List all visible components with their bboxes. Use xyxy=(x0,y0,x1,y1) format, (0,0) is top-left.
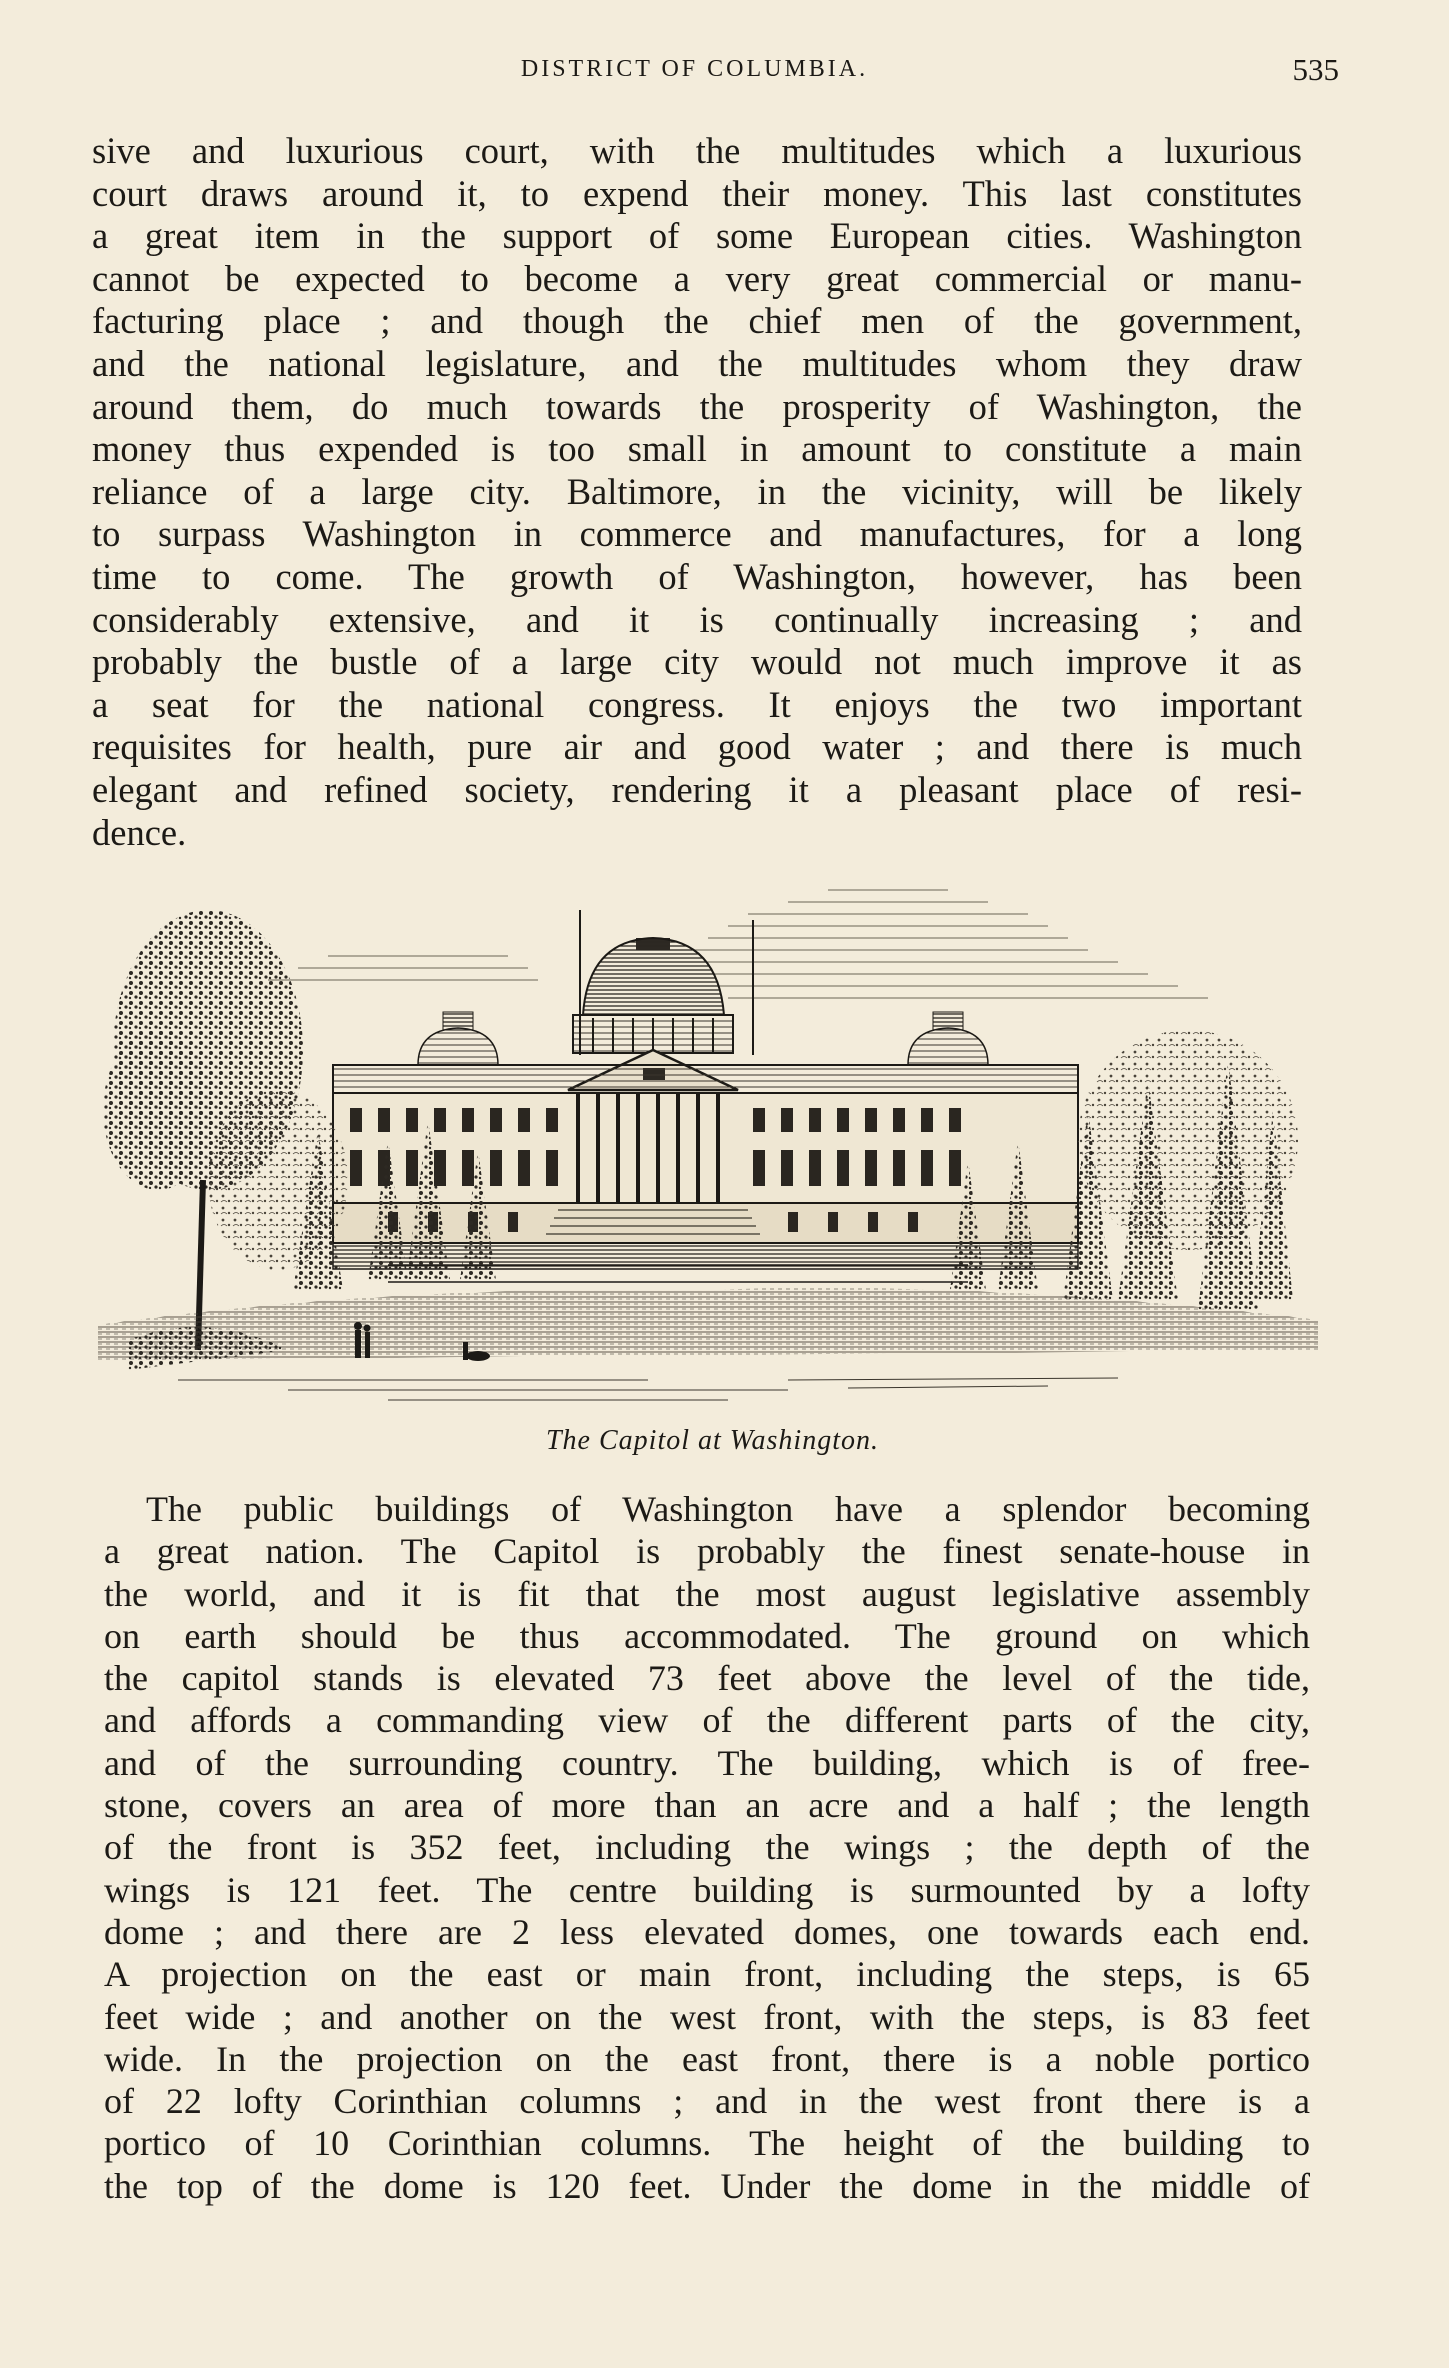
text-line: and affords a commanding view of the different parts of the city, xyxy=(104,1700,1310,1741)
paragraph-intro xyxy=(92,130,1302,854)
text-line: a great nation. The Capitol is probably the finest senate-house in xyxy=(104,1531,1310,1572)
text-line: court draws around it, to expend their money. This last constitutes xyxy=(92,172,1302,214)
text-line: and of the surrounding country. The building, which is of free- xyxy=(104,1742,1310,1783)
text-line: portico of 10 Corinthian columns. The height of the building to xyxy=(104,2123,1310,2164)
text-line: a great item in the support of some European cities. Washington xyxy=(92,215,1302,257)
text-line: cannot be expected to become a very great commercial or manu- xyxy=(92,257,1302,299)
running-title: DISTRICT OF COLUMBIA. xyxy=(520,56,869,82)
paragraph-public-buildings xyxy=(104,1488,1310,2207)
text-line: wide. In the projection on the east front, there is a noble portico xyxy=(104,2038,1310,2079)
text-line: around them, do much towards the prosperity of Washington, the xyxy=(92,385,1302,427)
text-line: requisites for health, pure air and good water ; and there is much xyxy=(92,726,1302,768)
text-line: the top of the dome is 120 feet. Under the dome in the middle of xyxy=(104,2165,1310,2206)
sky-hatching xyxy=(268,890,1208,998)
page-number: 535 xyxy=(1292,52,1339,87)
text-line: to surpass Washington in commerce and manufactures, for a long xyxy=(92,513,1302,555)
text-line: and the national legislature, and the multitudes whom they draw xyxy=(92,342,1302,384)
text-line: probably the bustle of a large city would not much improve it as xyxy=(92,641,1302,683)
text-line: sive and luxurious court, with the multitudes which a luxurious xyxy=(92,130,1302,171)
text-line: A projection on the east or main front, including the steps, is 65 xyxy=(104,1954,1310,1995)
text-line: stone, covers an area of more than an acre and a half ; the length xyxy=(104,1785,1310,1826)
lawn xyxy=(98,1288,1318,1400)
text-line: considerably extensive, and it is continually increasing ; and xyxy=(92,598,1302,640)
running-head xyxy=(90,52,1339,92)
text-line: reliance of a large city. Baltimore, in the vicinity, will be likely xyxy=(92,470,1302,512)
text-line: time to come. The growth of Washington, however, has been xyxy=(92,555,1302,597)
text-line: of 22 lofty Corinthian columns ; and in the west front there is a xyxy=(104,2081,1310,2122)
text-line: on earth should be thus accommodated. The ground on which xyxy=(104,1615,1310,1656)
text-line: the world, and it is fit that the most august legislative assembly xyxy=(104,1573,1310,1614)
capitol-engraving xyxy=(88,880,1318,1420)
text-line: elegant and refined society, rendering it a pleasant place of resi- xyxy=(92,768,1302,810)
central-dome xyxy=(573,938,733,1053)
text-line: The public buildings of Washington have a splendor becoming xyxy=(146,1489,1310,1529)
text-line: the capitol stands is elevated 73 feet above the level of the tide, xyxy=(104,1658,1310,1699)
text-line: wings is 121 feet. The centre building is surmounted by a lofty xyxy=(104,1869,1310,1910)
text-line: a seat for the national congress. It enjoys the two important xyxy=(92,683,1302,725)
text-line: feet wide ; and another on the west front, with the steps, is 83 feet xyxy=(104,1996,1310,2037)
text-line: money thus expended is too small in amount to constitute a main xyxy=(92,428,1302,470)
figure-caption xyxy=(0,1425,1449,1457)
text-line: dome ; and there are 2 less elevated domes, one towards each end. xyxy=(104,1911,1310,1952)
text-line: facturing place ; and though the chief men of the government, xyxy=(92,300,1302,342)
text-line: dence. xyxy=(92,811,187,853)
caption-text: The Capitol at Washington. xyxy=(545,1425,879,1456)
text-line: of the front is 352 feet, including the wings ; the depth of the xyxy=(104,1827,1310,1868)
